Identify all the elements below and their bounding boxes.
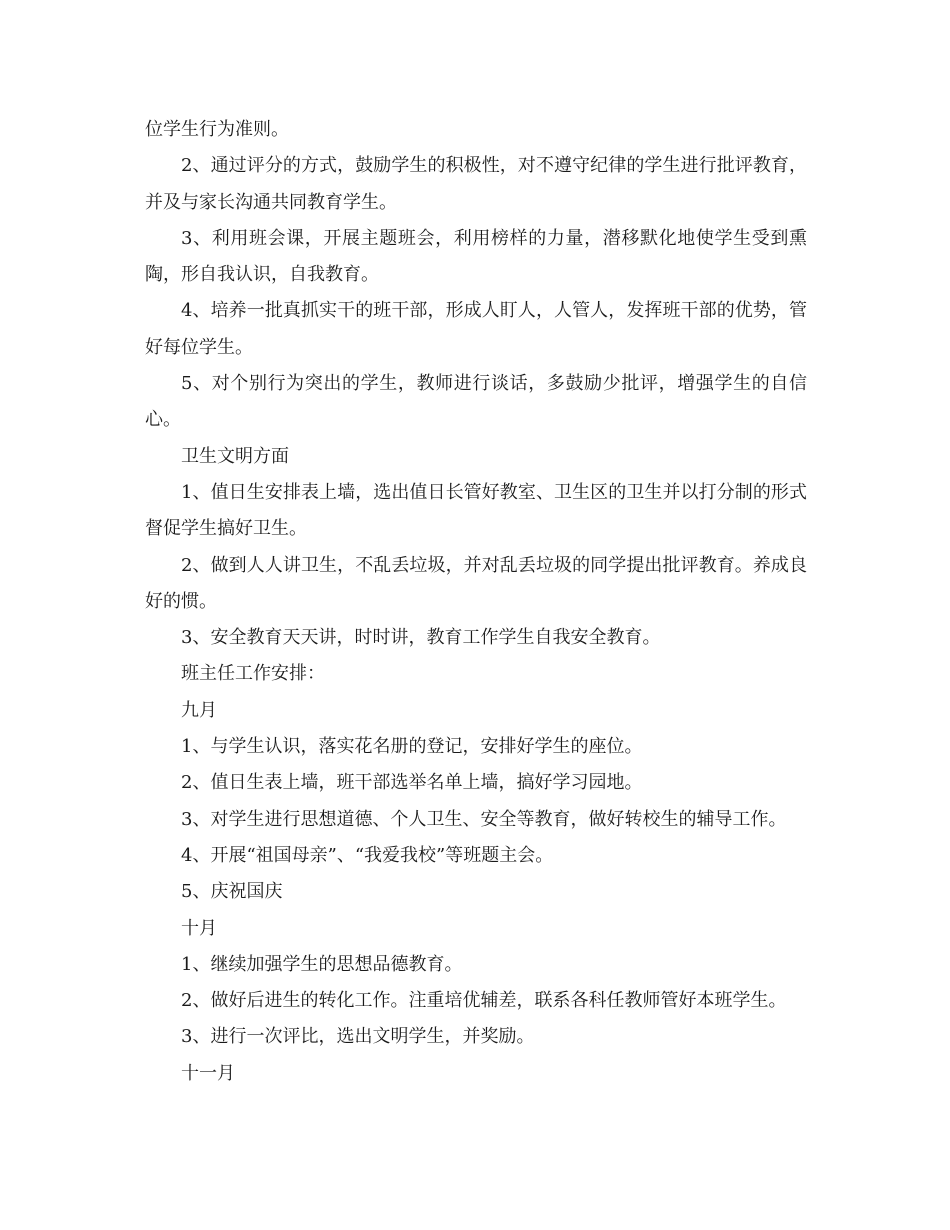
list-item: 5、庆祝国庆 [181, 881, 283, 903]
list-item: 1、与学生认识，落实花名册的登记，安排好学生的座位。 [181, 736, 643, 758]
paragraph: 5、对个别行为突出的学生，教师进行谈话，多鼓励少批评，增强学生的自信心。 [145, 373, 807, 431]
paragraph: 2、做到人人讲卫生，不乱丢垃圾，并对乱丢垃圾的同学提出批评教育。养成良好的惯。 [145, 554, 807, 612]
document-body [145, 112, 807, 1092]
section-heading: 班主任工作安排： [181, 663, 325, 685]
paragraph: 1、值日生安排表上墙，选出值日长管好教室、卫生区的卫生并以打分制的形式督促学生搞好卫生。 [145, 481, 807, 540]
month-heading: 九月 [181, 699, 217, 721]
paragraph: 4、培养一批真抓实干的班干部，形成人盯人，人管人，发挥班干部的优势，管好每位学生。 [145, 300, 807, 358]
list-item: 3、进行一次评比，选出文明学生，并奖励。 [181, 1026, 535, 1048]
paragraph: 2、通过评分的方式，鼓励学生的积极性，对不遵守纪律的学生进行批评教育，并及与家长沟通共同教育学生。 [145, 155, 807, 213]
paragraph: 3、安全教育天天讲，时时讲，教育工作学生自我安全教育。 [181, 627, 661, 649]
list-item: 1、继续加强学生的思想品德教育。 [181, 953, 463, 975]
list-item: 3、对学生进行思想道德、个人卫生、安全等教育，做好转校生的辅导工作。 [181, 808, 787, 830]
list-item: 4、开展“祖国母亲”、“我爱我校”等班题主会。 [181, 844, 554, 866]
month-heading: 十月 [181, 917, 217, 939]
paragraph: 位学生行为准则。 [145, 119, 289, 140]
list-item: 2、值日生表上墙，班干部选举名单上墙，搞好学习园地。 [181, 772, 643, 794]
section-heading: 卫生文明方面 [181, 445, 289, 467]
list-item: 2、做好后进生的转化工作。注重培优辅差，联系各科任教师管好本班学生。 [181, 990, 787, 1012]
month-heading: 十一月 [181, 1062, 235, 1084]
paragraph: 3、利用班会课，开展主题班会，利用榜样的力量，潜移默化地使学生受到熏陶，形自我认识，自我教育。 [145, 227, 807, 286]
